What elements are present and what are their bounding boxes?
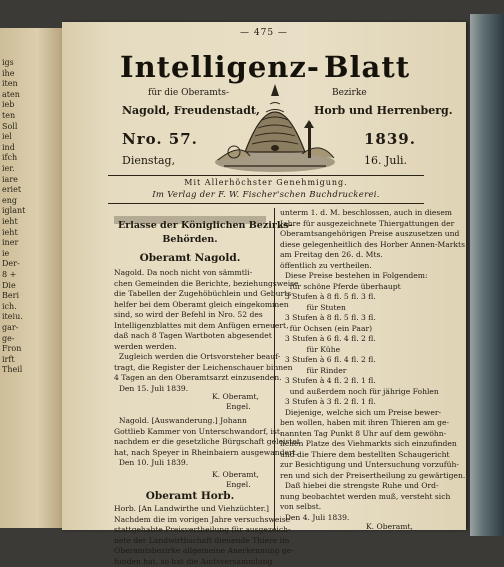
for-districts-label: für die Oberamts- (148, 88, 229, 98)
text-line: stattgehabte Preisvertheilung für ausgezeich- (114, 525, 270, 536)
text-line: tragt, die Register der Leichenschauer binnen (114, 363, 270, 374)
sign-2b: Engel. (226, 480, 251, 491)
left-page-fragment: iel (2, 132, 12, 143)
nagold-notice-2 (114, 416, 270, 469)
text-line: Oberamtsbezirke allgemeine Anerkennung ge- (114, 546, 270, 557)
left-page-fragment: Der- (2, 259, 20, 270)
issue-number: Nro. 57. (122, 130, 198, 148)
heading-oberamt-horb: Oberamt Horb. (114, 490, 266, 502)
masthead-rule (108, 175, 424, 176)
left-page-fragment: Soll (2, 122, 17, 133)
text-line: Oberamtsangehörigen Preise auszusetzen und (280, 229, 430, 240)
masthead-title-right: Blatt (324, 50, 410, 84)
districts-label: Bezirke (332, 88, 367, 98)
text-line: lichen Platze des Viehmarkts sich einzufinden (280, 439, 430, 450)
left-page-fragment: ihe (2, 69, 14, 80)
privilege-line: Mit Allerhöchster Genehmigung. (108, 178, 424, 187)
left-page-fragment: Beri (2, 291, 19, 302)
imprint-rule (108, 203, 424, 204)
sign-1b: Engel. (226, 402, 251, 413)
left-page-fragment: ind (2, 143, 15, 154)
left-page-fragment: ich. (2, 302, 17, 313)
text-line: für schöne Pferde überhaupt (280, 282, 430, 293)
horb-notice (114, 504, 270, 567)
left-page-fragment: ieht (2, 228, 18, 239)
column-divider (274, 208, 275, 530)
left-page-fragment: iten (2, 79, 18, 90)
left-page-fragment: iner (2, 238, 18, 249)
text-line: helfer bei dem Oberamt gleich eingekommen (114, 300, 270, 311)
sign-1a: K. Oberamt, (212, 392, 259, 403)
text-line: Den 4. Juli 1839. (280, 513, 430, 524)
weekday: Dienstag, (122, 154, 175, 167)
text-line: diese gelegenheitlich des Horber Annen-Markts (280, 240, 430, 251)
text-line: am Freitag den 26. d. Mts. (280, 250, 430, 261)
left-page-fragment: irft (2, 355, 15, 366)
text-line: Nagold. [Auswanderung.] Johann (114, 416, 270, 427)
text-line: hat, nach Speyer in Rheinbaiern ausgewandert. (114, 448, 270, 459)
left-page-fragment: ifch (2, 153, 17, 164)
sign-2a: K. Oberamt, (212, 470, 259, 481)
text-line: nung beobachtet werden muß, versteht sich (280, 492, 430, 503)
text-line: öffentlich zu vertheilen. (280, 261, 430, 272)
text-line: nachdem er die gesetzliche Bürgschaft geleistet (114, 437, 270, 448)
text-line: Zugleich werden die Ortsvorsteher beauf- (114, 352, 270, 363)
left-page-fragment: igs (2, 58, 14, 69)
text-line: nete der Landwirthschaft dienende Thiere im (114, 536, 270, 547)
text-line: unterm 1. d. M. beschlossen, auch in diesem (280, 208, 430, 219)
text-line: zur Besichtigung und Untersuchung vorzufüh- (280, 460, 430, 471)
left-page-fragment: gar- (2, 323, 18, 334)
left-page-fragment: iare (2, 175, 18, 186)
newspaper-page (62, 22, 466, 530)
text-line: 3 Stufen à 8 fl. 5 fl. 3 fl. (280, 292, 430, 303)
text-line: Den 15. Juli 1839. (114, 384, 270, 395)
text-line: ren und sich der Preisertheilung zu gewärtigen. (280, 471, 430, 482)
left-page-fragment: ier. (2, 164, 15, 175)
text-line: für Kühe (280, 345, 430, 356)
left-page-fragment: eng (2, 196, 17, 207)
text-line: Den 10. Juli 1839. (114, 458, 270, 469)
text-line: Nagold. Da noch nicht von sämmtli- (114, 268, 270, 279)
section-title-1: Erlasse der Königlichen Bezirks- (118, 220, 293, 231)
text-line: die Tabellen der Zugehöbüchlein und Geburts- (114, 289, 270, 300)
nagold-notice-1 (114, 268, 270, 394)
text-line: Daß hiebei die strengste Ruhe und Ord- (280, 481, 430, 492)
text-line: 3 Stufen à 6 fl. 4 fl. 2 fl. (280, 355, 430, 366)
left-page-fragment: iglant (2, 206, 25, 217)
sign-r-a: K. Oberamt, (366, 522, 413, 533)
text-line: für Stuten (280, 303, 430, 314)
left-page-fragment: Theil (2, 365, 22, 376)
text-line: 3 Stufen à 3 fl. 2 fl. 1 fl. (280, 397, 430, 408)
text-line: daß nach 8 Tagen Wartboten abgesendet (114, 331, 270, 342)
imprint-line: Im Verlag der F. W. Fischer'schen Buchdruckerei. (108, 190, 424, 200)
text-line: ben wollen, haben mit ihren Thieren am ge- (280, 418, 430, 429)
text-line: Diejenige, welche sich um Preise bewer- (280, 408, 430, 419)
horb-notice-continued (280, 208, 430, 523)
left-page-edge (0, 28, 62, 528)
heading-oberamt-nagold: Oberamt Nagold. (114, 252, 266, 264)
beehive-emblem-icon (210, 82, 340, 174)
text-line: funden hat, so hat die Amtsversammlung (114, 557, 270, 567)
left-page-fragment: ten (2, 111, 15, 122)
left-page-fragment: ge- (2, 334, 15, 345)
text-line: für Ochsen (ein Paar) (280, 324, 430, 335)
text-line: 4 Tagen an den Oberamtsarzt einzusenden. (114, 373, 270, 384)
text-line: von selbst. (280, 502, 430, 513)
text-line: chen Gemeinden die Berichte, beziehungsweise (114, 279, 270, 290)
text-line: 3 Stufen à 6 fl. 4 fl. 2 fl. (280, 334, 430, 345)
left-page-fragment: ie (2, 249, 9, 260)
text-line: und die Thiere dem bestellten Schaugericht (280, 450, 430, 461)
left-page-fragment: Die (2, 281, 16, 292)
text-line: Nachdem die im vorigen Jahre versuchsweise (114, 515, 270, 526)
text-line: Horb. [An Landwirthe und Viehzüchter.] (114, 504, 270, 515)
text-line: Diese Preise bestehen in Folgendem: (280, 271, 430, 282)
text-line: und außerdem noch für jährige Fohlen (280, 387, 430, 398)
text-line: sind, so wird der Befehl in Nro. 52 des (114, 310, 270, 321)
page-number: — 475 — (240, 28, 288, 38)
text-line: Intelligenzblattes mit dem Anfügen erneuert, (114, 321, 270, 332)
left-page-fragment: aten (2, 90, 20, 101)
left-page-fragment: 8 + (2, 270, 16, 281)
left-page-fragment: eriet (2, 185, 21, 196)
text-line: Gottlieb Kammer von Unterschwandorf, ist, (114, 427, 270, 438)
towns-right: Horb und Herrenberg. (314, 104, 453, 117)
text-line: 3 Stufen à 4 fl. 2 fl. 1 fl. (280, 376, 430, 387)
section-title-2: Behörden. (114, 234, 266, 245)
text-line: für Rinder (280, 366, 430, 377)
text-line: nannten Tag Punkt 8 Uhr auf dem gewöhn- (280, 429, 430, 440)
text-line: werden werden. (114, 342, 270, 353)
issue-date: 16. Juli. (364, 154, 407, 167)
towns-left: Nagold, Freudenstadt, (122, 104, 260, 117)
text-line: Jahre für ausgezeichnete Thiergattungen der (280, 219, 430, 230)
book-binding (470, 14, 504, 536)
left-page-fragment: ieht (2, 217, 18, 228)
left-page-fragment: Fron (2, 344, 21, 355)
left-page-fragment: ieb (2, 100, 14, 111)
left-page-fragment: iteiu. (2, 312, 23, 323)
issue-year: 1839. (364, 130, 416, 148)
masthead-title-left: Intelligenz- (120, 50, 320, 84)
text-line: 3 Stufen à 8 fl. 5 fl. 3 fl. (280, 313, 430, 324)
